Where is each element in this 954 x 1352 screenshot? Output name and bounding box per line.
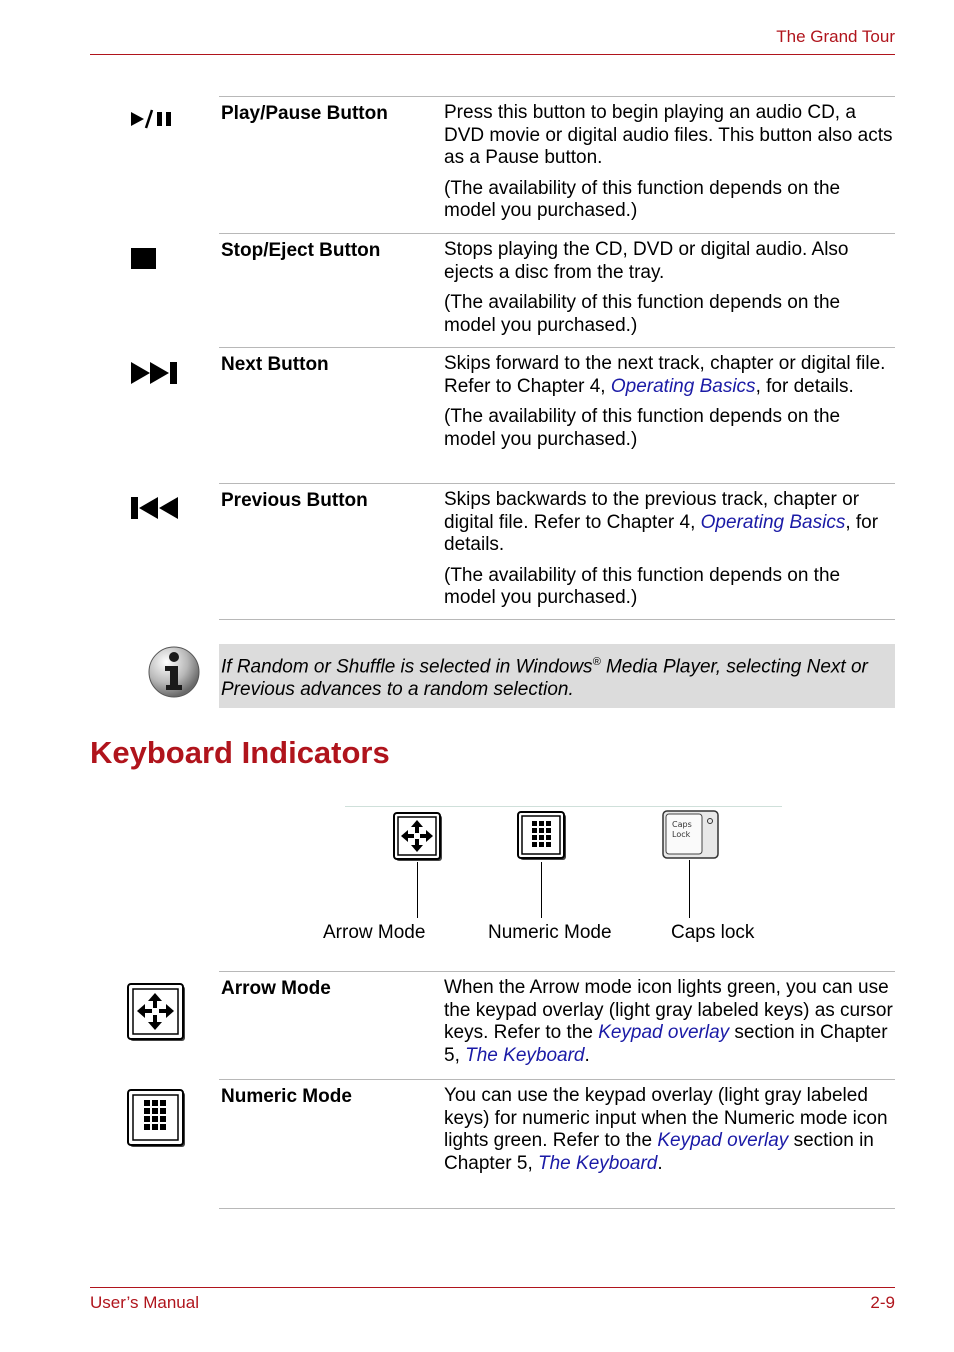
registered-mark: ®	[592, 656, 601, 668]
text-run: , for details.	[444, 511, 879, 555]
note-box	[219, 644, 895, 708]
numeric-mode-label: Numeric Mode	[488, 922, 612, 943]
caps-lock-key-icon	[662, 810, 720, 865]
text-run: Skips backwards to the previous track, chapter or digital file. Refer to Chapter 4,	[444, 489, 860, 533]
footer-rule	[90, 1287, 895, 1288]
term-description	[444, 102, 895, 223]
description-paragraph	[444, 489, 895, 557]
keyboard-indicators-table	[219, 971, 895, 1209]
table-row	[219, 1080, 895, 1209]
numeric-mode-key-icon	[517, 811, 569, 868]
keyboard-indicators-figure	[323, 806, 782, 956]
text-run: .	[657, 1152, 663, 1174]
term-label: Stop/Eject Button	[221, 240, 381, 261]
keypad-overlay-link[interactable]: Keypad overlay	[657, 1130, 789, 1151]
table-row	[219, 97, 895, 234]
description-paragraph	[444, 353, 895, 398]
description-paragraph	[444, 1085, 895, 1175]
table-row	[219, 972, 895, 1080]
running-header: The Grand Tour	[776, 27, 895, 46]
footer-manual-title: User’s Manual	[90, 1293, 199, 1312]
info-icon	[147, 645, 201, 704]
media-buttons-table	[219, 96, 895, 620]
table-row	[219, 484, 895, 620]
text-run: Skips forward to the next track, chapter or digital file. Refer to Chapter 4,	[444, 353, 886, 397]
the-keyboard-link[interactable]: The Keyboard	[538, 1152, 658, 1174]
text-run: You can use the keypad overlay (light gray labeled keys) for numeric input when the Numeric mode icon lights green. Refer to the	[444, 1085, 888, 1151]
description-paragraph	[444, 977, 895, 1067]
term-label: Next Button	[221, 354, 329, 375]
text-run: , for details.	[755, 375, 854, 397]
text-run: Media Player, selecting Next or Previous advances to a random selection.	[221, 656, 868, 701]
term-label: Play/Pause Button	[221, 103, 388, 124]
availability-note: (The availability of this function depends on the model you purchased.)	[444, 292, 841, 336]
description-paragraph: Stops playing the CD, DVD or digital audio. Also ejects a disc from the tray.	[444, 239, 849, 283]
arrow-mode-key-icon	[393, 812, 445, 869]
stop-icon	[131, 248, 157, 275]
term-description	[444, 239, 895, 337]
text-run: If Random or Shuffle is selected in Windows	[221, 656, 593, 678]
section-title: Keyboard Indicators	[90, 735, 390, 770]
caps-key-text: Caps	[672, 820, 692, 829]
caps-lock-leader-line	[689, 860, 690, 918]
term-description	[444, 353, 895, 451]
page-number: 2-9	[870, 1293, 895, 1312]
keypad-overlay-link[interactable]: Keypad overlay	[598, 1022, 730, 1043]
term-label: Numeric Mode	[221, 1086, 352, 1107]
operating-basics-link[interactable]: Operating Basics	[610, 375, 756, 397]
previous-track-icon	[131, 497, 179, 524]
note-text	[221, 651, 891, 701]
arrow-mode-leader-line	[417, 862, 418, 918]
table-row	[219, 348, 895, 484]
play-pause-icon	[131, 109, 177, 134]
availability-note: (The availability of this function depends on the model you purchased.)	[444, 406, 841, 450]
availability-note: (The availability of this function depends on the model you purchased.)	[444, 177, 841, 221]
operating-basics-link[interactable]: Operating Basics	[700, 511, 846, 533]
term-description	[444, 1085, 895, 1175]
text-run: section in Chapter 5,	[444, 1130, 874, 1174]
arrow-mode-icon	[127, 983, 187, 1048]
next-track-icon	[131, 362, 179, 389]
term-description	[444, 489, 895, 610]
text-run: section in Chapter 5,	[444, 1022, 888, 1066]
header-rule	[90, 54, 895, 55]
arrow-mode-label: Arrow Mode	[323, 922, 426, 943]
the-keyboard-link[interactable]: The Keyboard	[465, 1044, 585, 1066]
numeric-mode-icon	[127, 1089, 187, 1154]
term-label: Previous Button	[221, 490, 368, 511]
numeric-mode-leader-line	[541, 862, 542, 918]
caps-lock-label: Caps lock	[671, 922, 755, 943]
term-label: Arrow Mode	[221, 978, 331, 999]
caps-key-text: Lock	[672, 830, 691, 839]
text-run: When the Arrow mode icon lights green, you can use the keypad overlay (light gray labeled keys) as cursor keys. Refer to the	[444, 977, 893, 1043]
table-row	[219, 234, 895, 348]
availability-note: (The availability of this function depends on the model you purchased.)	[444, 564, 841, 608]
term-description	[444, 977, 895, 1067]
description-paragraph: Press this button to begin playing an audio CD, a DVD movie or digital audio files. This button also acts as a Pause button.	[444, 102, 893, 168]
text-run: .	[584, 1044, 590, 1066]
figure-rule	[345, 806, 782, 807]
